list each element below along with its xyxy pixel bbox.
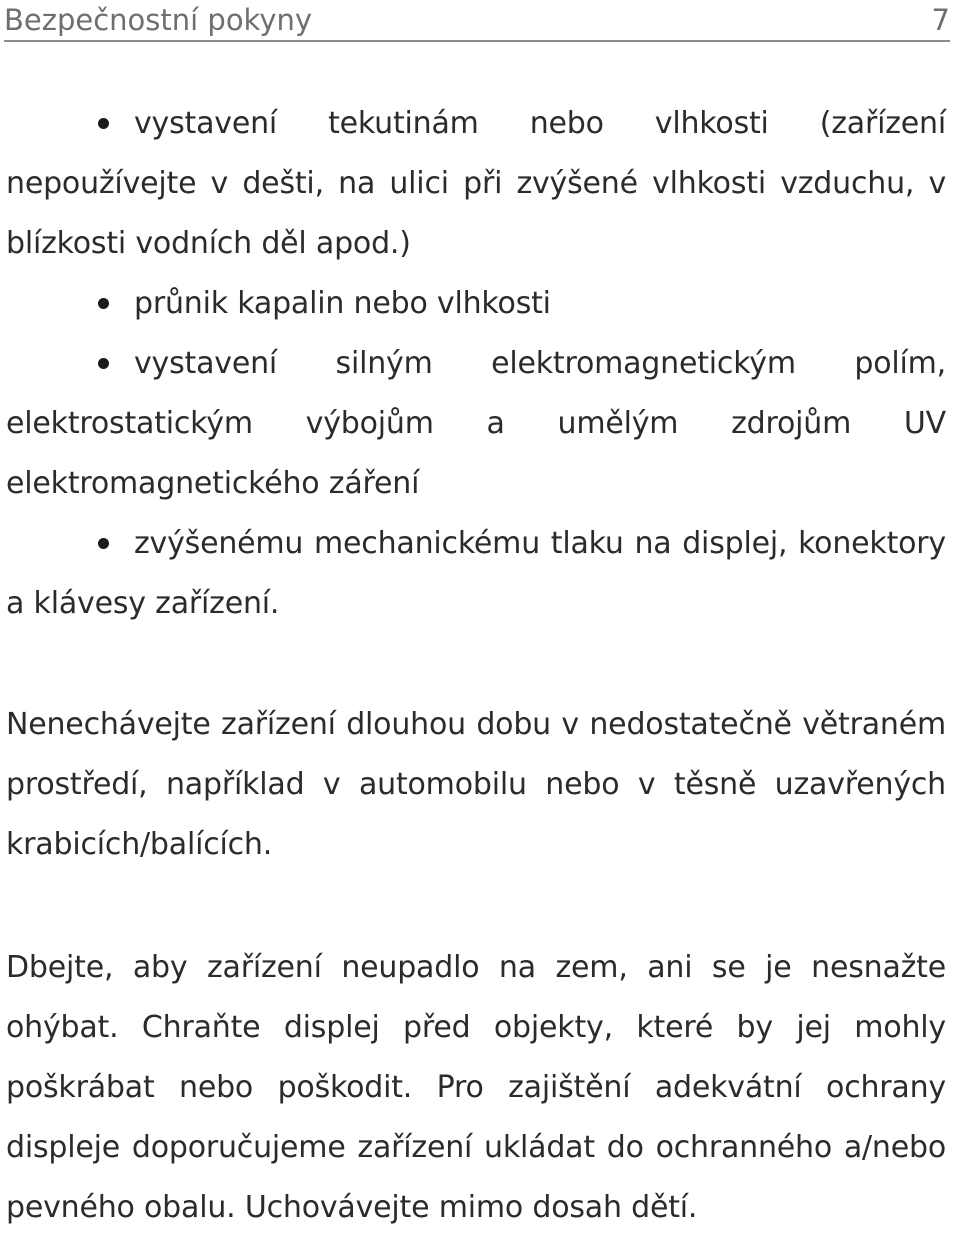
paragraph: Nenechávejte zařízení dlouhou dobu v nedostatečně větraném prostředí, například v automobilu nebo v těsně uzavřených krabicích/balících. [6,707,946,862]
paragraph: Dbejte, aby zařízení neupadlo na zem, ani se je nesnažte ohýbat. Chraňte displej před objekty, které by jej mohly poškrábat nebo poškodit. Pro zajištění adekvátní ochrany displeje doporučujeme zařízení ukládat do ochranného a/nebo pevného obalu. Uchovávejte mimo dosah dětí. [6,950,946,1225]
page-number: 7 [931,3,950,37]
bullet-item: zvýšenému mechanickému tlaku na displej, konektory a klávesy zařízení. [6,526,946,621]
page-header [4,0,950,42]
section-title: Bezpečnostní pokyny [4,3,313,37]
bullet-item: vystavení silným elektromagnetickým polím, elektrostatickým výbojům a umělým zdrojům UV elektromagnetického záření [6,346,946,501]
bullet-item: průnik kapalin nebo vlhkosti [134,286,551,321]
bullet-item: vystavení tekutinám nebo vlhkosti (zařízení nepoužívejte v dešti, na ulici při zvýšené vlhkosti vzduchu, v blízkosti vodních děl apod.) [6,106,946,261]
